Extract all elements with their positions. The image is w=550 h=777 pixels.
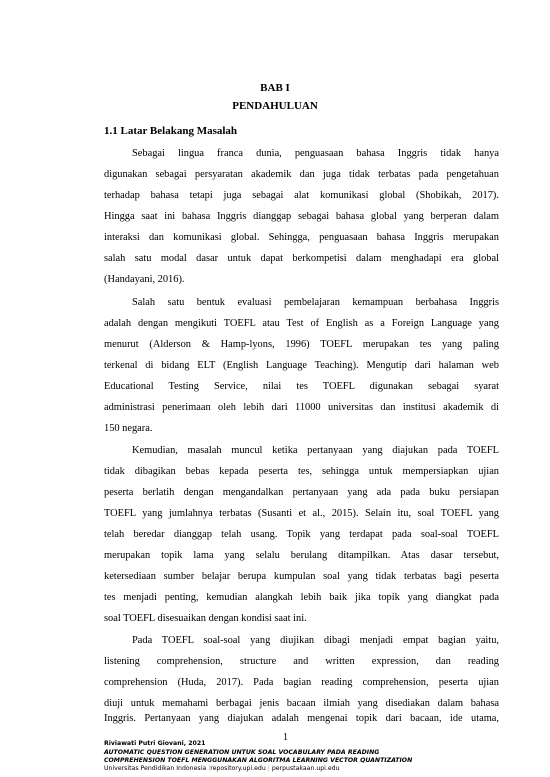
section-heading: 1.1 Latar Belakang Masalah: [104, 125, 238, 137]
body-line: soal TOEFL disesuaikan dengan kondisi saat ini.: [104, 613, 307, 624]
body-line: Kemudian, masalah muncul ketika pertanyaan yang diajukan pada TOEFL: [132, 445, 499, 456]
body-line: Pada TOEFL soal-soal yang diujikan dibagi menjadi empat bagian yaitu,: [132, 635, 499, 646]
body-line: telah beredar dianggap telah usang. Topik yang terdapat pada soal-soal TOEFL: [104, 529, 499, 540]
chapter-number: BAB I: [260, 82, 290, 94]
body-line: Inggris. Pertanyaan yang diajukan adalah mengenai topik dari bacaan, ide utama,: [104, 713, 499, 724]
body-line: TOEFL yang jumlahnya terbatas (Susanti et al., 2015). Selain itu, soal TOEFL yang: [104, 508, 499, 519]
footer-title-line-1: AUTOMATIC QUESTION GENERATION UNTUK SOAL VOCABULARY PADA READING: [104, 749, 380, 756]
body-line: merupakan topik lama yang selalu berulang ditampilkan. Atas dasar tersebut,: [104, 550, 499, 561]
body-line: (Handayani, 2016).: [104, 274, 185, 285]
footer-institution: Universitas Pendidikan Indonesia: [104, 765, 207, 772]
body-line: terhadap bahasa tetapi juga sebagai alat komunikasi global (Shobikah, 2017).: [104, 190, 499, 201]
footer-author: Riviawati Putri Giovani, 2021: [104, 740, 206, 747]
body-line: digunakan sebagai persyaratan akademik dan juga tidak terbatas pada pengetahuan: [104, 169, 499, 180]
body-line: terkenal di bidang ELT (English Language Teaching). Mengutip dari halaman web: [104, 360, 499, 371]
chapter-title: PENDAHULUAN: [232, 100, 318, 112]
footer-separator: |: [208, 765, 211, 772]
page-number: 1: [283, 732, 288, 743]
body-line: peserta berlatih dengan mengandalkan pertanyaan yang ada pada buku persiapan: [104, 487, 499, 498]
body-line: interaksi dan komunikasi global. Sehingga, penguasaan bahasa Inggris merupakan: [104, 232, 499, 243]
body-line: diuji untuk memahami berbagai jenis bacaan ilmiah yang disediakan dalam bahasa: [104, 698, 499, 709]
body-line: Sebagai lingua franca dunia, penguasaan bahasa Inggris tidak hanya: [132, 148, 499, 159]
body-line: 150 negara.: [104, 423, 153, 434]
footer-library-link[interactable]: perpustakaan.upi.edu: [271, 765, 340, 772]
footer-institution-line: [104, 765, 340, 772]
footer-separator: |: [267, 765, 270, 772]
footer-title-line-2: COMPREHENSION TOEFL MENGGUNAKAN ALGORITMA LEARNING VECTOR QUANTIZATION: [104, 757, 413, 764]
body-line: administrasi penerimaan oleh lebih dari 11000 universitas dan institusi akademik di: [104, 402, 499, 413]
body-line: Educational Testing Service, nilai tes TOEFL digunakan sebagai syarat: [104, 381, 499, 392]
body-line: tidak dibagikan bebas kepada peserta tes, sehingga untuk mempersiapkan ujian: [104, 466, 499, 477]
body-line: Hingga saat ini bahasa Inggris dianggap sebagai bahasa global yang berperan dalam: [104, 211, 499, 222]
body-line: tes menjadi penting, kemudian alangkah lebih baik jika topik yang diangkat pada: [104, 592, 499, 603]
body-line: adalah dengan mengikuti TOEFL atau Test of English as a Foreign Language yang: [104, 318, 499, 329]
body-line: comprehension (Huda, 2017). Pada bagian reading comprehension, peserta ujian: [104, 677, 499, 688]
body-line: Salah satu bentuk evaluasi pembelajaran kemampuan berbahasa Inggris: [132, 297, 499, 308]
body-line: menurut (Alderson & Hamp-lyons, 1996) TOEFL merupakan tes yang paling: [104, 339, 499, 350]
footer-repository-link[interactable]: repository.upi.edu: [210, 765, 266, 772]
body-line: salah satu modal dasar untuk dapat berkompetisi dalam menghadapi era global: [104, 253, 499, 264]
body-line: listening comprehension, structure and written expression, dan reading: [104, 656, 499, 667]
body-line: ketersediaan sumber belajar berupa kumpulan soal yang tidak terbatas bagi peserta: [104, 571, 499, 582]
